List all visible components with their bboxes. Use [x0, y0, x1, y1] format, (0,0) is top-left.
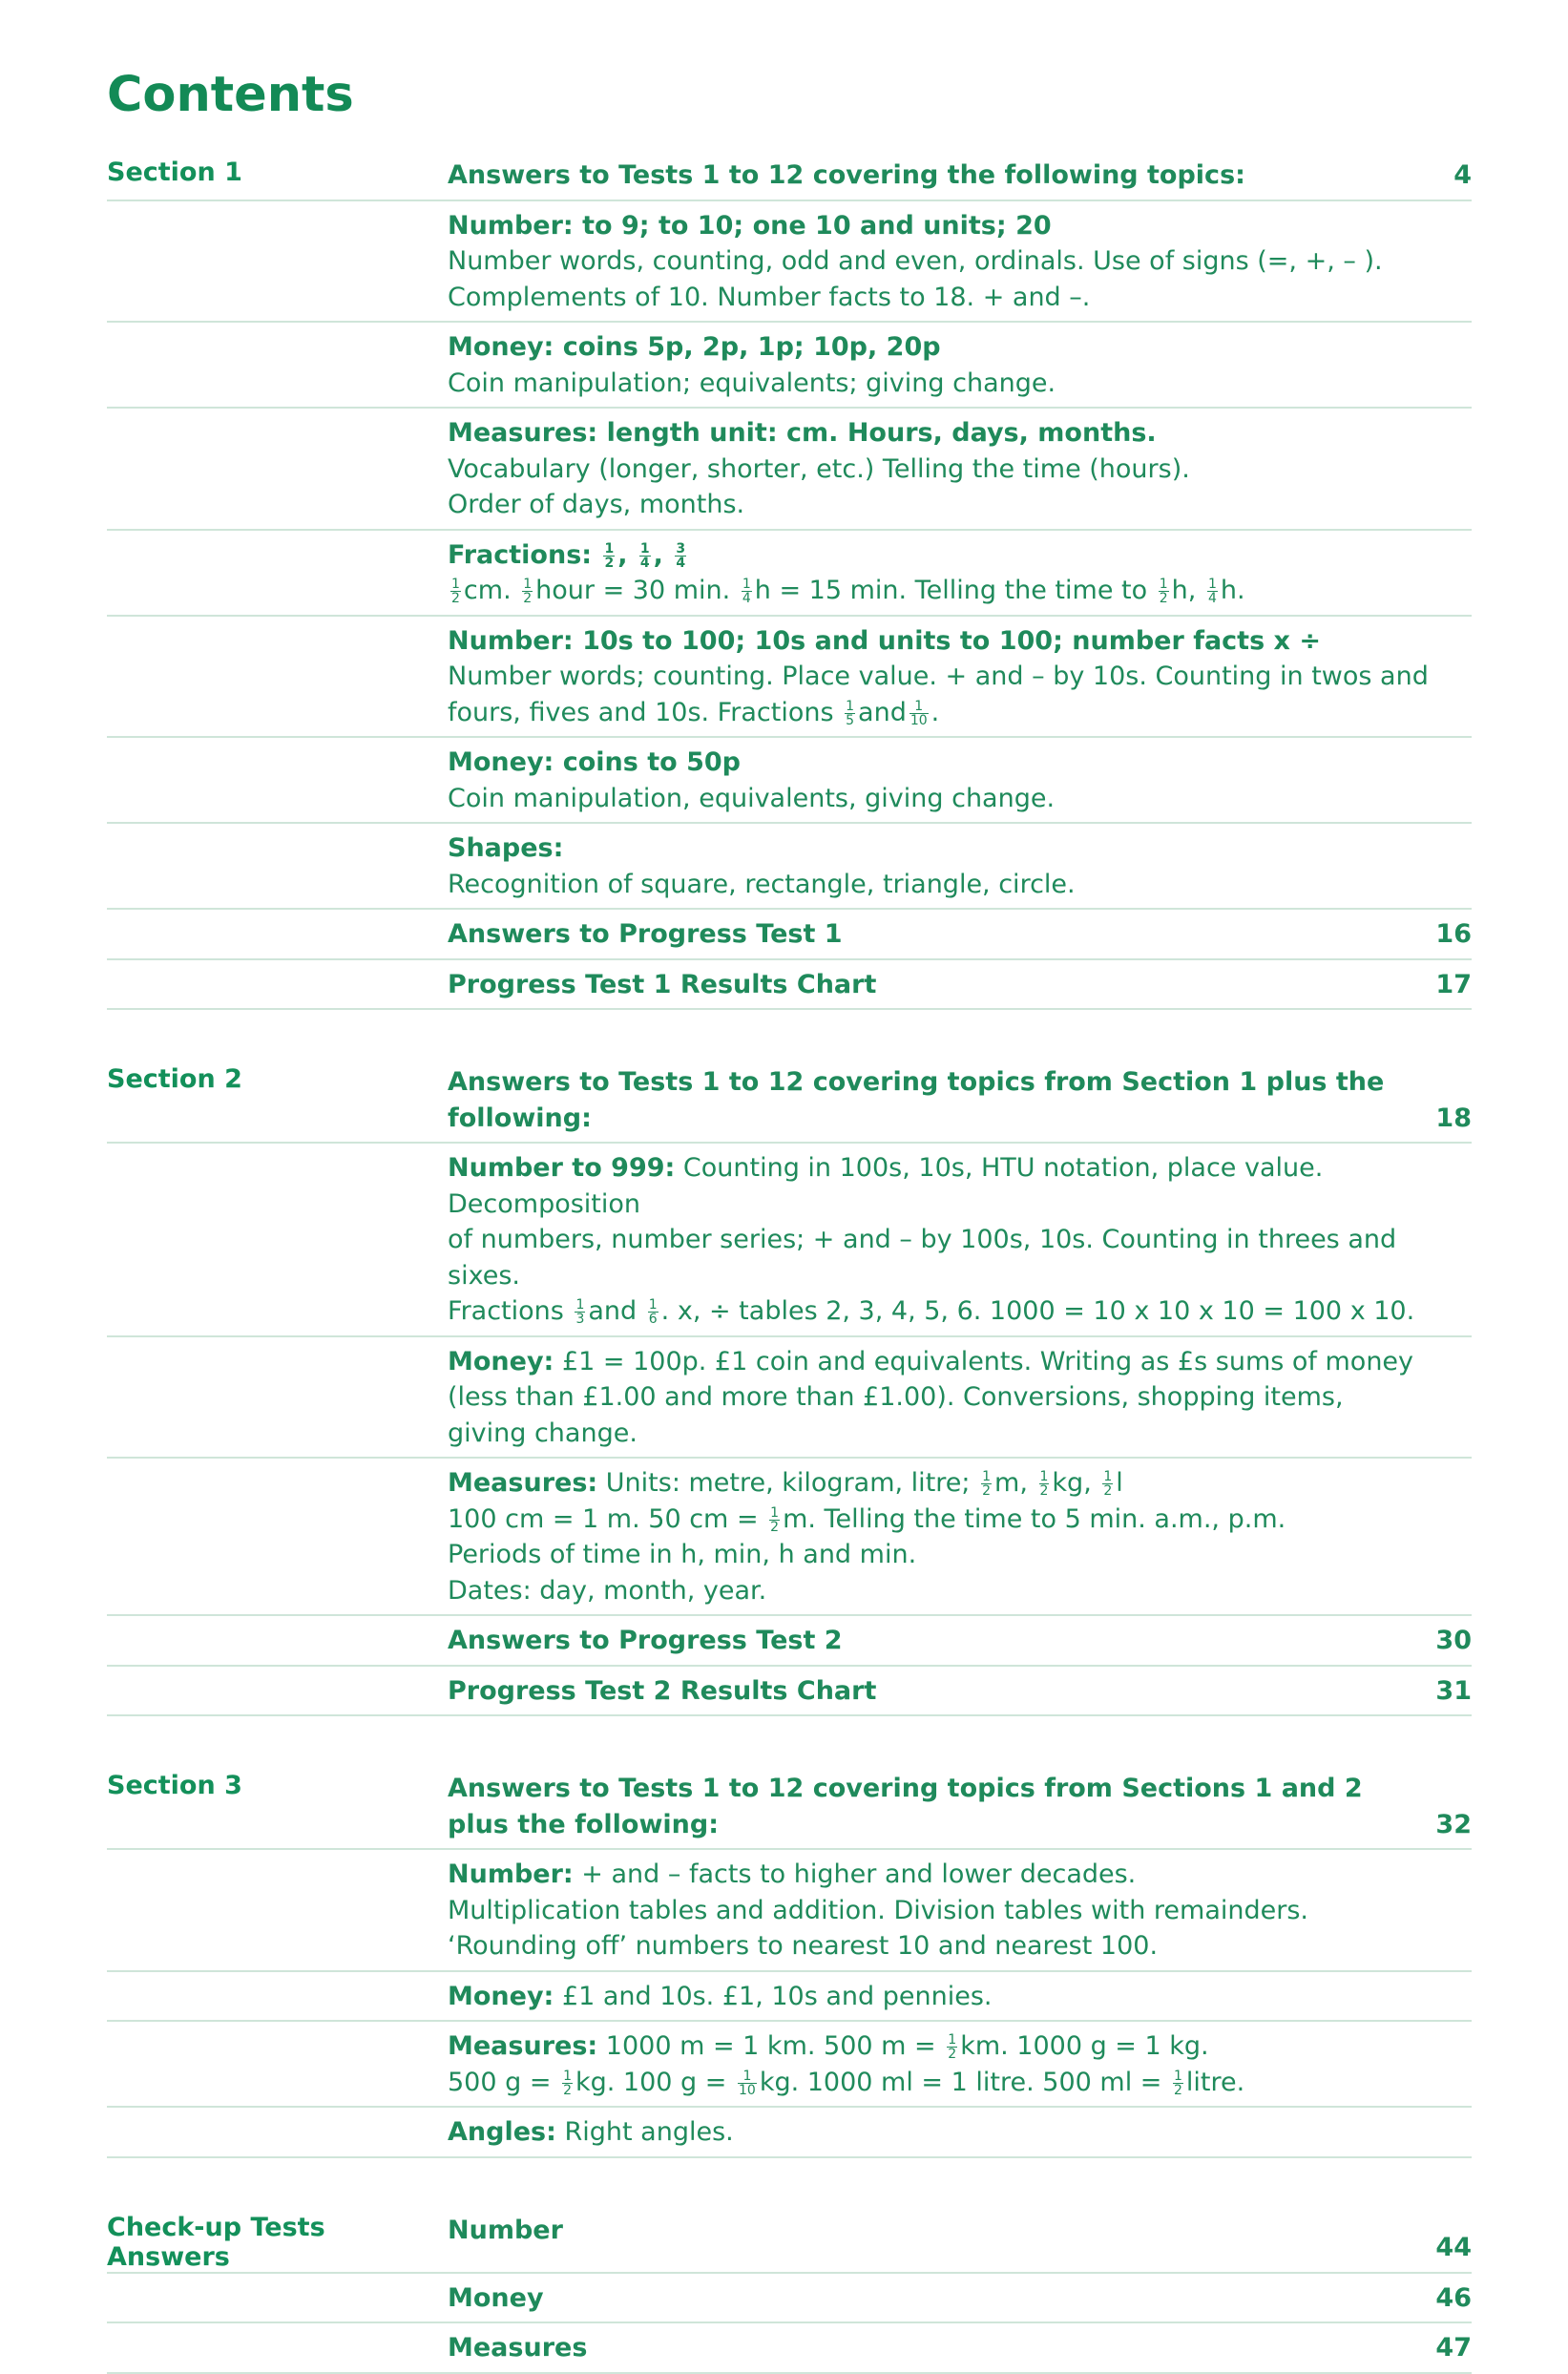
- fraction-quarter: $\frac{1}{4}$: [639, 540, 650, 571]
- topic-line: Periods of time in h, min, h and min.: [448, 1540, 917, 1569]
- extra-row[interactable]: [107, 960, 1472, 1011]
- section-2-header: Answers to Tests 1 to 12 covering topics from Section 1 plus the following:: [448, 1067, 1385, 1133]
- section-1-header-row[interactable]: [107, 151, 1472, 201]
- extra-row[interactable]: [107, 910, 1472, 960]
- topic-line: ‘Rounding off’ numbers to nearest 10 and nearest 100.: [448, 1931, 1159, 1961]
- topic-line: 100 cm = 1 m. 50 cm = $\frac{1}{2}$ m. Telling the time to 5 min. a.m., p.m.: [448, 1503, 1286, 1535]
- topic-line: Dates: day, month, year.: [448, 1575, 767, 1606]
- topic-line: Measures: Units: metre, kilogram, litre; $\frac{1}{2}$ m, $\frac{1}{2}$ kg, $\frac{1}{2}$ l: [448, 1468, 1123, 1499]
- fraction-tenth: $\frac{1}{10}$: [738, 2068, 756, 2098]
- section-2-label: Section 2: [107, 1064, 242, 1094]
- topic-line: 500 g = $\frac{1}{2}$ kg. 100 g = $\frac{1}{10}$ kg. 1000 ml = 1 litre. 500 ml = $\frac{1}{2}$ litre.: [448, 2067, 1245, 2098]
- topic-title: Number: to 9; to 10; one 10 and units; 20: [448, 210, 1052, 241]
- topic-row: [107, 617, 1472, 739]
- section-1-label: Section 1: [107, 158, 242, 187]
- fraction-half: $\frac{1}{2}$: [451, 577, 460, 606]
- topic-line: Order of days, months.: [448, 490, 745, 519]
- fraction-half: $\frac{1}{2}$: [563, 2068, 572, 2098]
- section-3-page: 32: [1435, 1809, 1472, 1839]
- fraction-tenth: $\frac{1}{10}$: [909, 698, 928, 728]
- extra-row[interactable]: [107, 1616, 1472, 1667]
- topic-row: [107, 2022, 1472, 2108]
- topic-line: Complements of 10. Number facts to 18. + and –.: [448, 282, 1091, 312]
- extra-page: 47: [1435, 2333, 1472, 2363]
- section-1-page: 4: [1453, 160, 1472, 190]
- topic-line: Vocabulary (longer, shorter, etc.) Telling the time (hours).: [448, 453, 1190, 484]
- topic-title: Number: 10s to 100; 10s and units to 100; number facts x ÷: [448, 625, 1321, 656]
- topic-row: [107, 201, 1472, 324]
- extra-label: Progress Test 2 Results Chart: [448, 1675, 877, 1706]
- topic-line: $\frac{1}{2}$ cm. $\frac{1}{2}$ hour = 30 min. $\frac{1}{4}$ h = 15 min. Telling the time to $\frac{1}{2}$ h, $\frac{1}{4}$ h.: [451, 576, 1245, 606]
- topic-line: giving change.: [448, 1418, 638, 1448]
- topic-row: [107, 824, 1472, 910]
- fraction-three-quarters: $\frac{3}{4}$: [676, 540, 686, 571]
- extra-label: Progress Test 1 Results Chart: [448, 969, 877, 999]
- fraction-half: $\frac{1}{2}$: [523, 577, 533, 606]
- topic-title: Measures: length unit: cm. Hours, days, months.: [448, 418, 1157, 448]
- topic-row: [107, 1972, 1472, 2023]
- section-2-page: 18: [1435, 1103, 1472, 1133]
- section-3-header-row[interactable]: [107, 1764, 1472, 1850]
- topic-line: Number: + and – facts to higher and lower decades.: [448, 1859, 1137, 1889]
- extra-page: 31: [1435, 1675, 1472, 1706]
- extra-page: 17: [1435, 969, 1472, 999]
- topic-row: [107, 409, 1472, 531]
- topic-row: [107, 738, 1472, 824]
- contents-table: [107, 151, 1472, 2374]
- topic-line: (less than £1.00 and more than £1.00). Conversions, shopping items,: [448, 1382, 1344, 1412]
- topic-line: Coin manipulation; equivalents; giving change.: [448, 368, 1056, 398]
- fraction-sixth: $\frac{1}{6}$: [648, 1297, 658, 1327]
- fraction-half: $\frac{1}{2}$: [948, 2032, 957, 2062]
- checkup-label: Check-up Tests Answers: [107, 2212, 325, 2272]
- topic-title: Fractions:: [448, 539, 593, 570]
- topic-row: [107, 2108, 1472, 2158]
- extra-row[interactable]: [107, 2323, 1472, 2374]
- extra-page: 44: [1435, 2233, 1472, 2262]
- topic-line: Number to 999: Counting in 100s, 10s, HTU notation, place value. Decomposition: [448, 1153, 1324, 1219]
- fraction-quarter: $\frac{1}{4}$: [1207, 577, 1217, 606]
- fraction-half: $\frac{1}{2}$: [604, 540, 615, 571]
- fraction-half: $\frac{1}{2}$: [1174, 2068, 1182, 2098]
- topic-title: Shapes:: [448, 833, 564, 863]
- extra-row[interactable]: [107, 2274, 1472, 2324]
- topic-row: [107, 531, 1472, 617]
- fraction-half: $\frac{1}{2}$: [982, 1469, 992, 1499]
- topic-line: Number words; counting. Place value. + and – by 10s. Counting in twos and: [448, 662, 1429, 691]
- topic-line: Multiplication tables and addition. Division tables with remainders.: [448, 1895, 1308, 1925]
- topic-line: Fractions $\frac{1}{3}$ and $\frac{1}{6}$ . x, ÷ tables 2, 3, 4, 5, 6. 1000 = 10 x 10 x 10 = 100 x 10.: [448, 1296, 1415, 1327]
- topic-line: Money: £1 and 10s. £1, 10s and pennies.: [448, 1981, 993, 2011]
- extra-label: Number: [448, 2215, 563, 2245]
- topic-line: Coin manipulation, equivalents, giving change.: [448, 783, 1056, 813]
- fraction-half: $\frac{1}{2}$: [1103, 1469, 1113, 1499]
- fraction-quarter: $\frac{1}{4}$: [742, 577, 751, 606]
- topic-row: [107, 1337, 1472, 1460]
- topic-row: [107, 1459, 1472, 1616]
- topic-line: Measures: 1000 m = 1 km. 500 m = $\frac{1}{2}$ km. 1000 g = 1 kg.: [448, 2031, 1209, 2062]
- extra-label: Money: [448, 2282, 544, 2313]
- section-3-header: Answers to Tests 1 to 12 covering topics from Sections 1 and 2 plus the following:: [448, 1774, 1363, 1839]
- topic-title-line: Fractions: $\frac{1}{2}$ , $\frac{1}{4}$ , $\frac{3}{4}$: [448, 539, 686, 571]
- fraction-half: $\frac{1}{2}$: [770, 1504, 780, 1535]
- fraction-half: $\frac{1}{2}$: [1159, 577, 1168, 606]
- page-title: Contents: [107, 67, 354, 123]
- section-3-label: Section 3: [107, 1771, 242, 1800]
- extra-label: Answers to Progress Test 2: [448, 1626, 843, 1655]
- topic-line: Angles: Right angles.: [448, 2117, 734, 2147]
- topic-title: Money: coins to 50p: [448, 747, 742, 777]
- fraction-fifth: $\frac{1}{5}$: [846, 698, 855, 728]
- extra-page: 46: [1435, 2282, 1472, 2313]
- topic-row: [107, 323, 1472, 409]
- topic-row: [107, 1850, 1472, 1972]
- extra-row[interactable]: [107, 1667, 1472, 1717]
- fraction-half: $\frac{1}{2}$: [1039, 1469, 1049, 1499]
- extra-label: Measures: [448, 2333, 588, 2363]
- topic-line: Number words, counting, odd and even, ordinals. Use of signs (=, +, – ).: [448, 246, 1383, 276]
- extra-page: 16: [1435, 919, 1472, 949]
- topic-title: Money: coins 5p, 2p, 1p; 10p, 20p: [448, 332, 941, 362]
- section-1-header: Answers to Tests 1 to 12 covering the following topics:: [448, 160, 1245, 190]
- topic-row: [107, 1144, 1472, 1337]
- fraction-third: $\frac{1}{3}$: [575, 1297, 585, 1327]
- checkup-row[interactable]: [107, 2206, 1472, 2274]
- section-2-header-row[interactable]: [107, 1058, 1472, 1144]
- extra-page: 30: [1435, 1626, 1472, 1655]
- topic-line: Recognition of square, rectangle, triangle, circle.: [448, 869, 1076, 899]
- topic-line: Money: £1 = 100p. £1 coin and equivalents. Writing as £s sums of money: [448, 1346, 1414, 1376]
- extra-label: Answers to Progress Test 1: [448, 919, 843, 949]
- topic-line: of numbers, number series; + and – by 100s, 10s. Counting in threes and sixes.: [448, 1225, 1397, 1291]
- topic-line: fours, fives and 10s. Fractions $\frac{1}{5}$ and $\frac{1}{10}$ .: [448, 697, 940, 728]
